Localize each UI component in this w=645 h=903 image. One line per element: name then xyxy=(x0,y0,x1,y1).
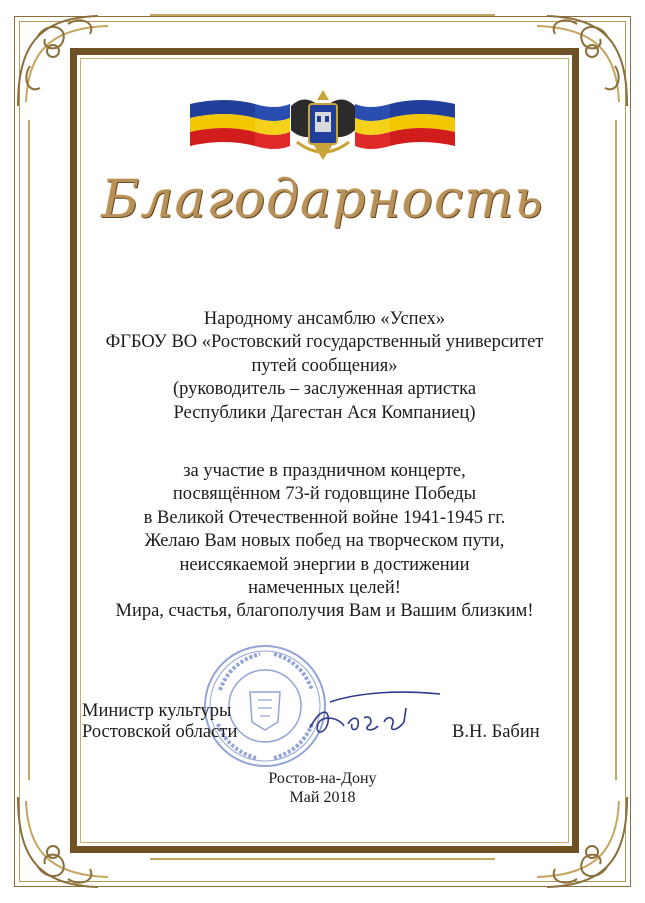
recipient-line: (руководитель – заслуженная артистка xyxy=(172,379,477,400)
recipient-line: путей сообщения» xyxy=(251,355,398,376)
body-line: Желаю Вам новых побед на творческом пути, xyxy=(144,531,505,552)
ornament-corner-icon xyxy=(8,6,138,116)
signatory-name: В.Н. Бабин xyxy=(452,722,540,742)
date: Май 2018 xyxy=(289,789,356,806)
page-title: Благодарность xyxy=(101,170,544,230)
bottom-ornament-line xyxy=(150,858,495,860)
body-line: в Великой Отечественной войне 1941-1945 гг. xyxy=(143,507,506,528)
recipient-block xyxy=(70,308,579,425)
top-ornament-line xyxy=(150,14,495,16)
place: Ростов-на-Дону xyxy=(268,770,377,787)
body-line: за участие в праздничном концерте, xyxy=(183,461,466,481)
handwritten-signature-icon xyxy=(300,688,450,748)
recipient-line: Республики Дагестан Ася Компаниец) xyxy=(173,402,476,423)
signatory-position xyxy=(82,701,237,743)
rostov-coat-of-arms-icon xyxy=(283,84,363,168)
position-line: Ростовской области xyxy=(82,722,238,742)
ornament-corner-icon xyxy=(507,6,637,116)
message-body xyxy=(70,460,579,624)
body-line: Мира, счастья, благополучия Вам и Вашим близким! xyxy=(115,601,534,622)
body-line: неиссякаемой энергии в достижении xyxy=(179,554,470,575)
body-line: намеченных целей! xyxy=(248,578,401,599)
body-line: посвящённом 73-й годовщине Победы xyxy=(172,484,477,505)
recipient-line: ФГБОУ ВО «Ростовский государственный университет xyxy=(105,332,544,353)
position-line: Министр культуры xyxy=(82,701,232,721)
recipient-line: Народному ансамблю «Успех» xyxy=(203,309,446,329)
